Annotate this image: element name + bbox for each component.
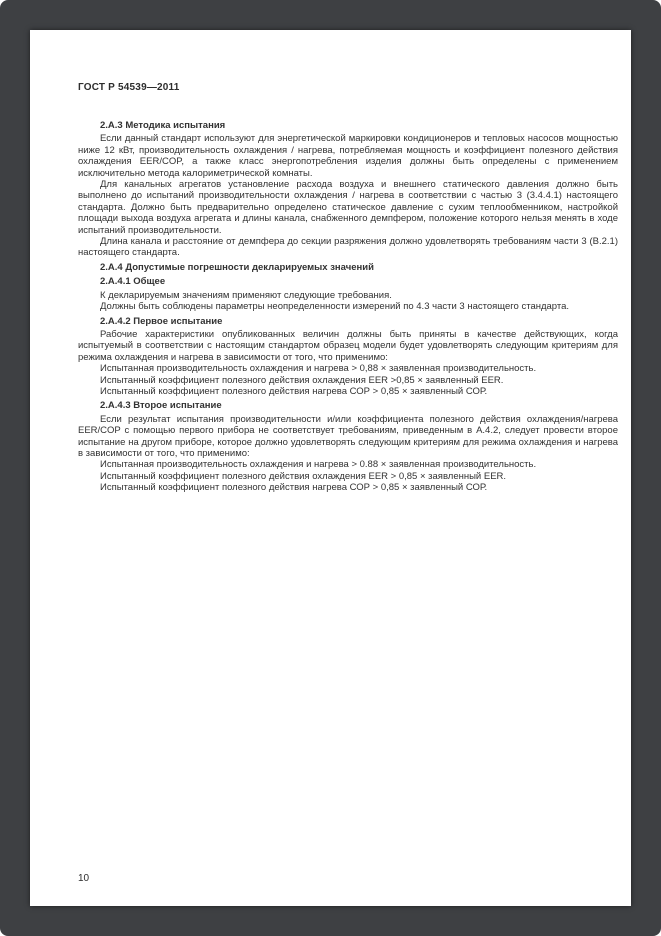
- section-heading-2a43: 2.А.4.3 Второе испытание: [100, 400, 222, 412]
- paragraph: Если результат испытания производительности и/или коэффициента полезного действия охлаждения/нагрева EER/COP с помощью первого прибора не соответствует требованиям, приведенным в А.4.2, следует провести второе испытание на другом приборе, которое должно удовлетворять следующим критериям для режима охлаждения и нагрева в зависимости от того, что применимо:: [78, 413, 618, 459]
- section-heading-2a4: 2.А.4 Допустимые погрешности декларируемых значений: [100, 261, 374, 273]
- section-heading-2a42: 2.А.4.2 Первое испытание: [100, 315, 223, 327]
- criterion-line: Испытанная производительность охлаждения и нагрева > 0.88 × заявленная производительность.: [100, 459, 537, 471]
- criterion-line: Испытанная производительность охлаждения и нагрева > 0,88 × заявленная производительность.: [100, 363, 537, 375]
- criterion-line: Испытанный коэффициент полезного действия нагрева СОР > 0,85 × заявленный СОР.: [100, 482, 488, 494]
- paragraph: Рабочие характеристики опубликованных величин должны быть приняты в качестве действующих, когда испытуемый в соответствии с настоящим стандартом образец модели будет удовлетворять следующим критериям для режима охлаждения и нагрева в зависимости от того, что применимо:: [78, 328, 618, 363]
- criterion-line: Испытанный коэффициент полезного действия нагрева СОР > 0,85 × заявленный СОР.: [100, 385, 488, 397]
- document-body: [78, 120, 618, 494]
- section-heading-2a41: 2.А.4.1 Общее: [100, 276, 166, 288]
- paragraph: К декларируемым значениям применяют следующие требования.: [100, 289, 392, 301]
- section-heading-2a3: 2.А.3 Методика испытания: [100, 120, 226, 131]
- criterion-line: Испытанный коэффициент полезного действия охлаждения EER >0,85 × заявленный EER.: [100, 374, 504, 386]
- paragraph: Для канальных агрегатов установление расхода воздуха и внешнего статического давления должно быть выполнено до испытаний производительности охлаждения / нагрева в соответствии с частью 3 (3.4.4.1) настоящего стандарта. Должно быть предварительно определено статическое давление с сухим теплообменником, настройкой площади выхода воздуха агрегата и длины канала, снабженного демпфером, положение которого нельзя менять в ходе испытаний производительности.: [78, 179, 618, 236]
- paragraph: Длина канала и расстояние от демпфера до секции разряжения должно удовлетворять требованиям части 3 (В.2.1) настоящего стандарта.: [78, 236, 618, 259]
- document-header-standard-number: ГОСТ Р 54539—2011: [78, 82, 180, 93]
- paragraph: Должны быть соблюдены параметры неопределенности измерений по 4.3 части 3 настоящего стандарта.: [100, 301, 570, 313]
- criterion-line: Испытанный коэффициент полезного действия охлаждения EER > 0,85 × заявленный EER.: [100, 470, 507, 482]
- paragraph: Если данный стандарт используют для энергетической маркировки кондиционеров и тепловых насосов мощностью ниже 12 кВт, производительность охлаждения / нагрева, потребляемая мощность и коэффициент полезного действия охлаждения EER/COP, а также класс энергопотребления изделия должны быть определены с применением исключительно метода калориметрической комнаты.: [78, 133, 618, 179]
- document-page: [30, 30, 631, 906]
- page-number: 10: [78, 873, 90, 884]
